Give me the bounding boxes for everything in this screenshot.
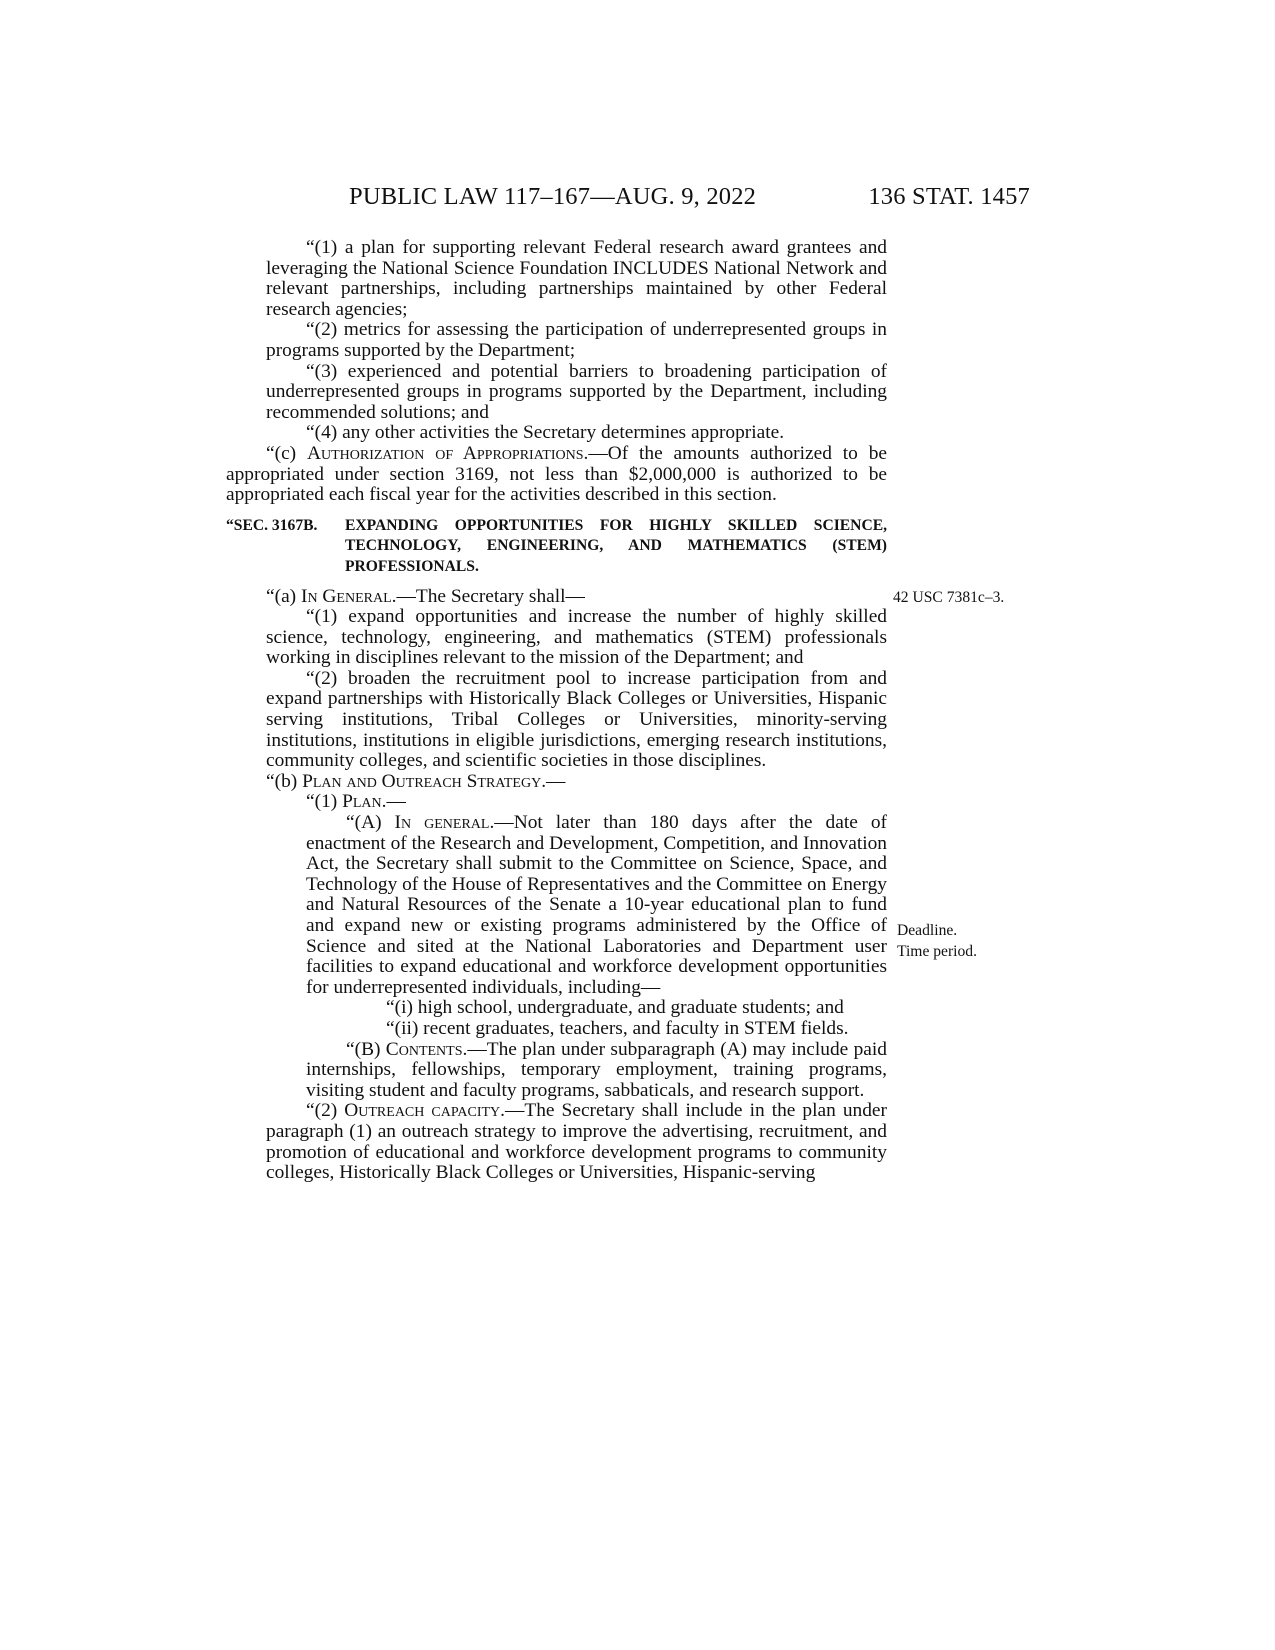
paragraph-2: “(2) metrics for assessing the participation of underrepresented groups in programs supported by the Department; xyxy=(266,319,887,361)
paragraph-b2-heading: Outreach capacity xyxy=(344,1100,501,1122)
section-number: “SEC. 3167B. xyxy=(226,516,318,534)
subparagraph-A xyxy=(226,813,887,998)
subparagraph-B-text: .—The plan under subparagraph (A) may include paid internships, fellowships, temporary employment, training programs, visiting student and faculty programs, sabbaticals, and research support. xyxy=(306,1038,887,1101)
subsection-b-heading: Plan and Outreach Strategy xyxy=(302,770,542,792)
paragraph-b1-lead: “(1) xyxy=(306,791,343,813)
paragraph-b2-text: .—The Secretary shall include in the plan under paragraph (1) an outreach strategy to improve the advertising, recruitment, and promotion of educational and workforce development programs to community colleges, Historically Black Colleges or Universities, Hispanic-serving xyxy=(266,1100,887,1184)
statute-page-number: 136 STAT. 1457 xyxy=(868,183,1030,210)
section-title: EXPANDING OPPORTUNITIES FOR HIGHLY SKILLED SCIENCE, TECHNOLOGY, ENGINEERING, AND MATHEMATICS (STEM) PROFESSIONALS. xyxy=(345,516,887,575)
document-body xyxy=(226,238,887,1184)
public-law-citation: PUBLIC LAW 117–167—AUG. 9, 2022 xyxy=(349,183,757,210)
subsection-b-dash: .— xyxy=(541,770,566,792)
subparagraph-A-lead: “(A) xyxy=(346,812,395,834)
margin-note-deadline xyxy=(897,921,977,962)
subsection-c-heading: Authorization of Appropriations xyxy=(306,442,584,464)
subsection-c-text: .—Of the amounts authorized to be appropriated under section 3169, not less than $2,000,000 is authorized to be appropriated each fiscal year for the activities described in this section. xyxy=(226,442,887,506)
subsection-c-lead: “(c) xyxy=(266,442,307,464)
paragraph-b2 xyxy=(226,1101,887,1183)
subsection-b xyxy=(226,772,887,793)
subparagraph-B xyxy=(226,1040,887,1102)
margin-note-deadline-label: Deadline. xyxy=(897,922,958,939)
subsection-c xyxy=(226,444,887,506)
subparagraph-A-text: .—Not later than 180 days after the date of enactment of the Research and Development, Competition, and Innovation Act, the Secretary shall submit to the Committee on Science, Space, and Technology of the House of Representatives and the Committee on Energy and Natural Resources of the Senate a 10-year educational plan to fund and expand new or existing programs administered by the Office of Science and sited at the National Laboratories and Department user facilities to expand educational and workforce development opportunities for underrepresented individuals, including— xyxy=(306,812,887,998)
paragraph-b2-lead: “(2) xyxy=(306,1100,345,1122)
subparagraph-B-heading: Contents xyxy=(385,1038,463,1060)
subsection-a-heading: In General xyxy=(300,585,392,607)
paragraph-3: “(3) experienced and potential barriers to broadening participation of underrepresented groups in programs supported by the Department, including recommended solutions; and xyxy=(266,360,887,423)
paragraph-1: “(1) a plan for supporting relevant Federal research award grantees and leveraging the National Science Foundation INCLUDES National Network and relevant partnerships, including partnerships maintained by other Federal research agencies; xyxy=(266,237,887,320)
subsection-a-paragraph-2: “(2) broaden the recruitment pool to increase participation from and expand partnerships with Historically Black Colleges or Universities, Hispanic serving institutions, Tribal Colleges or Universities, minority-serving institutions, institutions in eligible jurisdictions, emerging research institutions, community colleges, and scientific societies in those disciplines. xyxy=(266,667,887,772)
subparagraph-A-heading: In general xyxy=(394,812,490,834)
section-heading xyxy=(226,516,887,578)
subsection-a xyxy=(226,587,887,608)
paragraph-b1-dash: .— xyxy=(381,791,406,813)
subsection-a-text: .—The Secretary shall— xyxy=(391,585,585,607)
subparagraph-B-lead: “(B) xyxy=(346,1038,386,1060)
subsection-b-lead: “(b) xyxy=(266,770,303,792)
page-header xyxy=(349,183,1030,223)
paragraph-4: “(4) any other activities the Secretary determines appropriate. xyxy=(306,422,785,444)
clause-ii: “(ii) recent graduates, teachers, and faculty in STEM fields. xyxy=(386,1017,849,1039)
subsection-a-paragraph-1: “(1) expand opportunities and increase the number of highly skilled science, technology, engineering, and mathematics (STEM) professionals working in disciplines relevant to the mission of the Department; and xyxy=(266,606,887,669)
clause-i: “(i) high school, undergraduate, and graduate students; and xyxy=(386,997,844,1019)
margin-note-usc: 42 USC 7381c–3. xyxy=(893,589,1005,606)
paragraph-b1-heading: Plan xyxy=(342,791,382,813)
subsection-a-lead: “(a) xyxy=(266,585,301,607)
margin-note-time-period-label: Time period. xyxy=(897,942,977,960)
paragraph-b1 xyxy=(226,792,887,813)
